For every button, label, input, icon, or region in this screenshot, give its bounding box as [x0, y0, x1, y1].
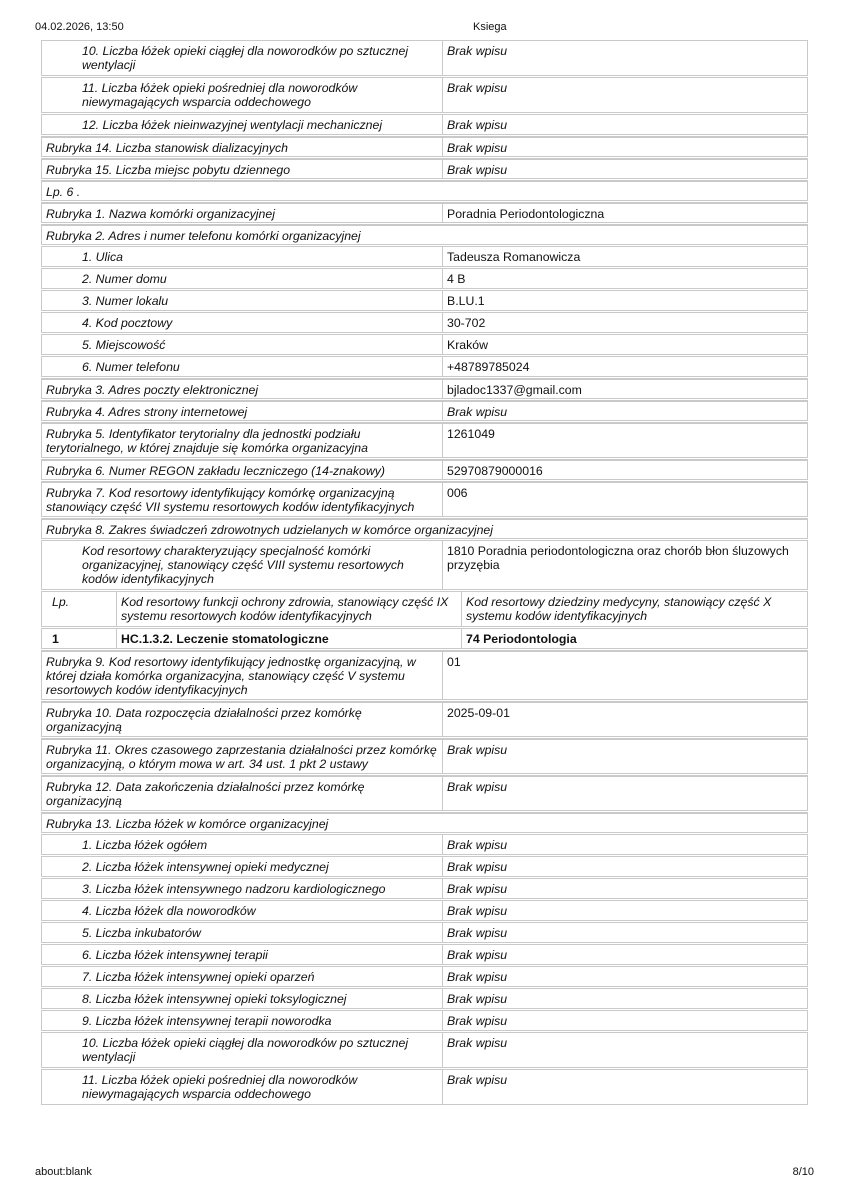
- bed-count-label: 8. Liczba łóżek intensywnej opieki toksylogicznej: [42, 989, 443, 1008]
- field-label: 10. Liczba łóżek opieki ciągłej dla noworodków po sztucznej wentylacji: [42, 41, 443, 75]
- page-url: about:blank: [35, 1166, 92, 1178]
- bed-count-value: Brak wpisu: [447, 948, 508, 962]
- field-row: [41, 40, 808, 76]
- row-lp: 1: [42, 629, 117, 648]
- page-header: [35, 21, 808, 35]
- bed-count-label: 10. Liczba łóżek opieki ciągłej dla noworodków po sztucznej wentylacji: [42, 1033, 443, 1067]
- address-field-row: [41, 290, 808, 311]
- address-field-label: 4. Kod pocztowy: [42, 313, 443, 332]
- field-row: [41, 422, 808, 458]
- rubryka8-label: Rubryka 8. Zakres świadczeń zdrowotnych udzielanych w komórce organizacyjnej: [46, 523, 493, 537]
- address-field-row: [41, 312, 808, 333]
- address-field-value: Kraków: [447, 338, 489, 352]
- bed-count-label: 11. Liczba łóżek opieki pośredniej dla noworodków niewymagających wsparcia oddechowego: [42, 1070, 443, 1104]
- field-label: Rubryka 7. Kod resortowy identyfikujący komórkę organizacyjną stanowiący część VII systemu resortowych kodów identyfikacyjnych: [42, 483, 443, 516]
- page-number: 8/10: [792, 1166, 814, 1178]
- address-field-label: 2. Numer domu: [42, 269, 443, 288]
- address-field-row: [41, 334, 808, 355]
- document-title: Ksiega: [473, 21, 507, 33]
- rubryka8-code-label: Kod resortowy charakteryzujący specjalność komórki organizacyjnej, stanowiący część VIII systemu resortowych kodów identyfikacyjnych: [42, 541, 443, 589]
- field-row: [41, 136, 808, 157]
- field-value: Brak wpisu: [447, 780, 508, 794]
- row-function-code: HC.1.3.2. Leczenie stomatologiczne: [117, 629, 462, 648]
- field-label: Rubryka 12. Data zakończenia działalności przez komórkę organizacyjną: [42, 777, 443, 810]
- address-field-row: [41, 356, 808, 377]
- field-row: [41, 400, 808, 421]
- bed-count-row: [41, 834, 808, 855]
- bed-count-label: 9. Liczba łóżek intensywnej terapii noworodka: [42, 1011, 443, 1030]
- bed-count-row: [41, 1010, 808, 1031]
- field-row: [41, 459, 808, 480]
- bed-count-value: Brak wpisu: [447, 838, 508, 852]
- rubryka2-label: Rubryka 2. Adres i numer telefonu komórki organizacyjnej: [46, 229, 361, 243]
- col-lp-header: Lp.: [42, 592, 117, 626]
- field-label: Rubryka 6. Numer REGON zakładu leczniczego (14-znakowy): [42, 461, 443, 479]
- bed-count-row: [41, 966, 808, 987]
- field-value: Brak wpisu: [447, 405, 508, 419]
- bed-count-row: [41, 922, 808, 943]
- address-field-label: 6. Numer telefonu: [42, 357, 443, 376]
- field-label: Rubryka 9. Kod resortowy identyfikujący jednostkę organizacyjną, w której działa komórka organizacyjna, stanowiący część V systemu resortowych kodów identyfikacyjnych: [42, 652, 443, 699]
- rubryka8-row: [41, 518, 808, 539]
- bed-count-label: 1. Liczba łóżek ogółem: [42, 835, 443, 854]
- field-label: 11. Liczba łóżek opieki pośredniej dla noworodków niewymagających wsparcia oddechowego: [42, 78, 443, 112]
- field-value: 2025-09-01: [447, 706, 510, 720]
- address-field-label: 3. Numer lokalu: [42, 291, 443, 310]
- address-field-value: Tadeusza Romanowicza: [447, 250, 581, 264]
- field-label: Rubryka 3. Adres poczty elektronicznej: [42, 380, 443, 398]
- bed-count-label: 6. Liczba łóżek intensywnej terapii: [42, 945, 443, 964]
- field-row: [41, 481, 808, 517]
- rubryka13-label: Rubryka 13. Liczba łóżek w komórce organizacyjnej: [46, 817, 329, 831]
- field-label: Rubryka 14. Liczba stanowisk dializacyjnych: [42, 138, 443, 156]
- field-row: [41, 77, 808, 113]
- rubryka2-row: [41, 224, 808, 245]
- field-value: Brak wpisu: [447, 163, 508, 177]
- bed-count-label: 5. Liczba inkubatorów: [42, 923, 443, 942]
- bed-count-value: Brak wpisu: [447, 1036, 508, 1050]
- lp-label: Lp. 6 .: [46, 185, 81, 199]
- bed-count-row: [41, 856, 808, 877]
- bed-count-value: Brak wpisu: [447, 1073, 508, 1087]
- field-value: 1261049: [447, 427, 495, 441]
- bed-count-value: Brak wpisu: [447, 992, 508, 1006]
- field-value: bjladoc1337@gmail.com: [447, 383, 582, 397]
- bed-count-row: [41, 1069, 808, 1105]
- field-row: [41, 378, 808, 399]
- bed-count-label: 3. Liczba łóżek intensywnego nadzoru kardiologicznego: [42, 879, 443, 898]
- address-field-value: 4 B: [447, 272, 466, 286]
- rubryka8-code-value: 1810 Poradnia periodontologiczna oraz chorób błon śluzowych przyzębia: [447, 544, 789, 572]
- bed-count-value: Brak wpisu: [447, 882, 508, 896]
- field-label: 12. Liczba łóżek nieinwazyjnej wentylacji mechanicznej: [42, 115, 443, 134]
- field-value: 52970879000016: [447, 464, 543, 478]
- row-medicine-field: 74 Periodontologia: [466, 632, 577, 646]
- print-datetime: 04.02.2026, 13:50: [35, 21, 124, 33]
- col-medicine-field-header: Kod resortowy dziedziny medycyny, stanowiący część X systemu kodów identyfikacyjnych: [466, 595, 772, 623]
- address-field-label: 1. Ulica: [42, 247, 443, 266]
- rubryka1-label: Rubryka 1. Nazwa komórki organizacyjnej: [42, 204, 443, 222]
- bed-count-value: Brak wpisu: [447, 1014, 508, 1028]
- rubryka8-code-row: [41, 540, 808, 590]
- address-field-value: B.LU.1: [447, 294, 485, 308]
- services-table-row: [41, 628, 808, 649]
- rubryka13-row: [41, 812, 808, 833]
- field-label: Rubryka 5. Identyfikator terytorialny dla jednostki podziału terytorialnego, w której znajduje się komórka organizacyjna: [42, 424, 443, 457]
- lp-row: [41, 180, 808, 201]
- field-label: Rubryka 15. Liczba miejsc pobytu dziennego: [42, 160, 443, 178]
- rubryka1-row: [41, 202, 808, 223]
- field-row: [41, 701, 808, 737]
- field-value: Brak wpisu: [447, 81, 508, 95]
- field-label: Rubryka 4. Adres strony internetowej: [42, 402, 443, 420]
- col-function-code-header: Kod resortowy funkcji ochrony zdrowia, stanowiący część IX systemu resortowych kodów identyfikacyjnych: [117, 592, 462, 626]
- field-value: Brak wpisu: [447, 141, 508, 155]
- field-row: [41, 775, 808, 811]
- bed-count-row: [41, 944, 808, 965]
- register-content: [41, 40, 808, 1106]
- field-row: [41, 114, 808, 135]
- bed-count-label: 7. Liczba łóżek intensywnej opieki oparzeń: [42, 967, 443, 986]
- address-field-value: 30-702: [447, 316, 486, 330]
- address-field-row: [41, 246, 808, 267]
- field-value: Brak wpisu: [447, 743, 508, 757]
- field-value: 01: [447, 655, 461, 669]
- services-table-header: [41, 591, 808, 627]
- bed-count-row: [41, 878, 808, 899]
- address-field-label: 5. Miejscowość: [42, 335, 443, 354]
- field-label: Rubryka 11. Okres czasowego zaprzestania działalności przez komórkę organizacyjną, o którym mowa w art. 34 ust. 1 pkt 2 ustawy: [42, 740, 443, 773]
- address-field-row: [41, 268, 808, 289]
- field-label: Rubryka 10. Data rozpoczęcia działalności przez komórkę organizacyjną: [42, 703, 443, 736]
- rubryka1-value: Poradnia Periodontologiczna: [447, 207, 605, 221]
- field-value: 006: [447, 486, 468, 500]
- bed-count-label: 2. Liczba łóżek intensywnej opieki medycznej: [42, 857, 443, 876]
- bed-count-row: [41, 900, 808, 921]
- bed-count-row: [41, 1032, 808, 1068]
- bed-count-label: 4. Liczba łóżek dla noworodków: [42, 901, 443, 920]
- bed-count-row: [41, 988, 808, 1009]
- field-row: [41, 738, 808, 774]
- field-row: [41, 650, 808, 700]
- bed-count-value: Brak wpisu: [447, 904, 508, 918]
- bed-count-value: Brak wpisu: [447, 970, 508, 984]
- page-footer: [35, 1166, 814, 1180]
- bed-count-value: Brak wpisu: [447, 926, 508, 940]
- address-field-value: +48789785024: [447, 360, 530, 374]
- field-value: Brak wpisu: [447, 44, 508, 58]
- bed-count-value: Brak wpisu: [447, 860, 508, 874]
- field-row: [41, 158, 808, 179]
- field-value: Brak wpisu: [447, 118, 508, 132]
